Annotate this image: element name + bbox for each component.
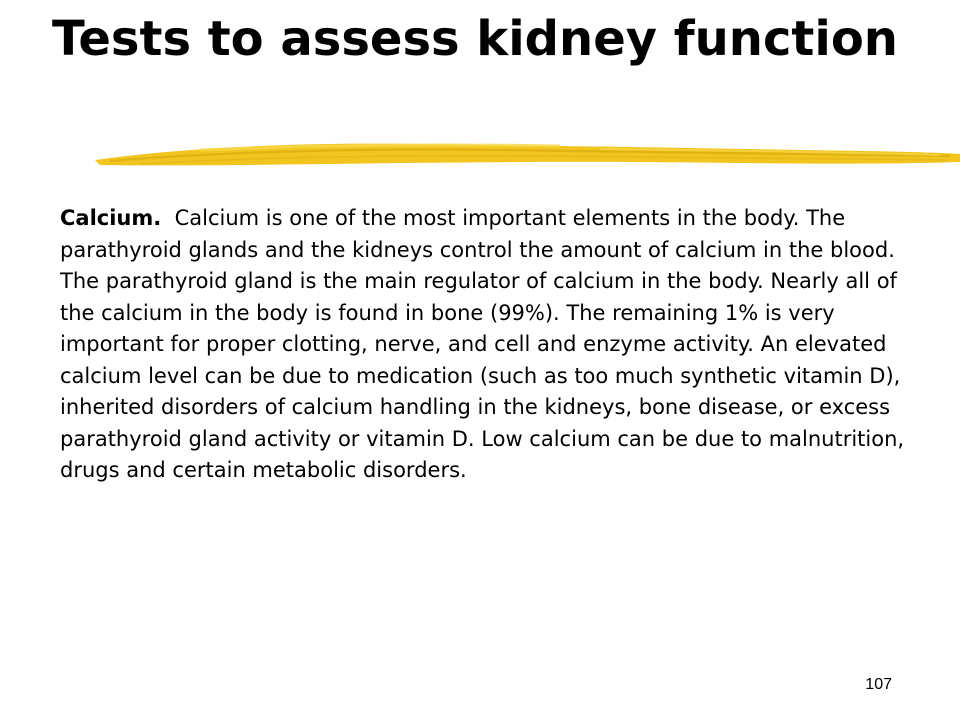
brush-stroke-divider: [0, 130, 960, 180]
slide-title: Tests to assess kidney function: [52, 11, 898, 67]
paragraph-text: Calcium is one of the most important elements in the body. The parathyroid glands and the kidneys control the amount of calcium in the blood. The parathyroid gland is the main regulator of calcium in the body. Nearly all of the calcium in the body is found in bone (99%). The remaining 1% is very important for proper clotting, nerve, and cell and enzyme activity. An elevated calcium level can be due to medication (such as too much synthetic vitamin D), inherited disorders of calcium handling in the kidneys, bone disease, or excess parathyroid gland activity or vitamin D. Low calcium can be due to malnutrition, drugs and certain metabolic disorders.: [60, 206, 905, 482]
paragraph-lead: Calcium.: [60, 206, 162, 230]
page-number: 107: [865, 676, 892, 693]
body-paragraph: [60, 203, 910, 487]
